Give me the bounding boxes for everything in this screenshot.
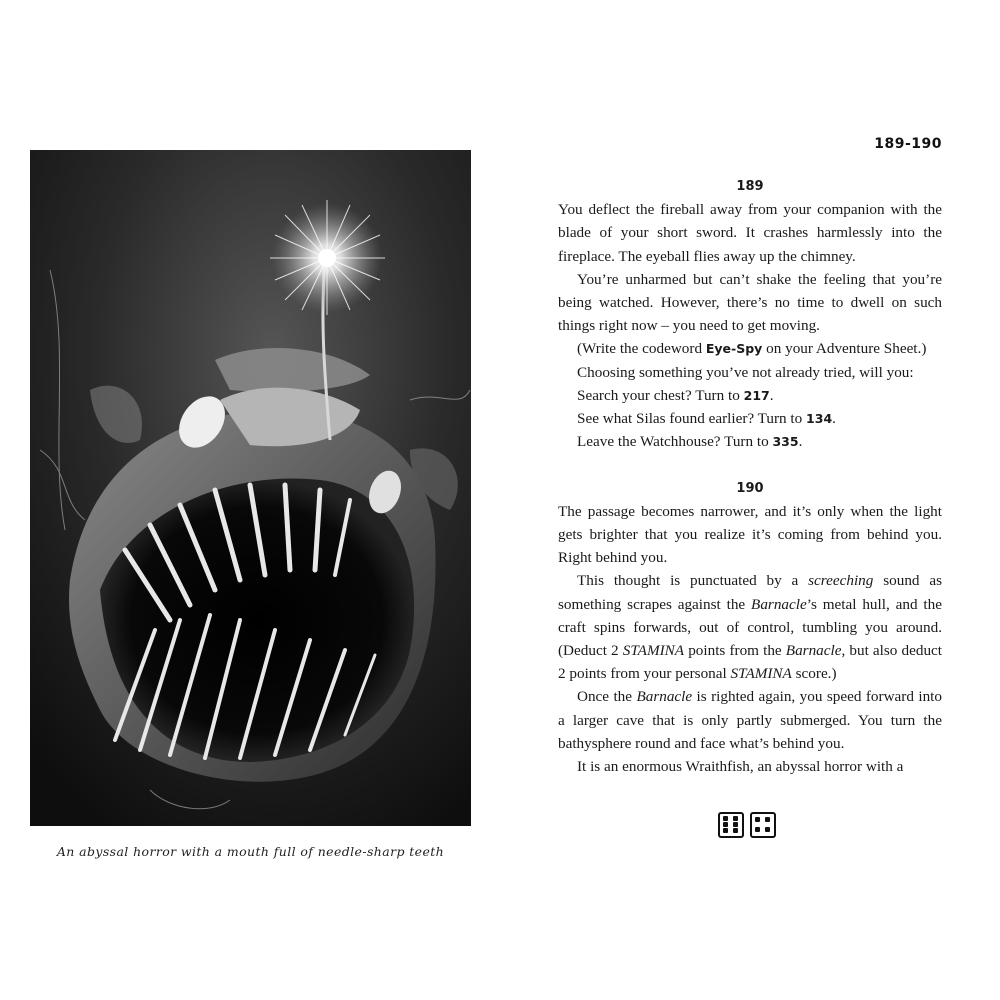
die-2-pip-4 [765, 827, 770, 832]
anglerfish-illustration [30, 150, 471, 826]
section-number-190: 190 [736, 480, 764, 496]
die-1-pip-1 [723, 816, 728, 821]
section-189-prompt: Choosing something you’ve not already tried, will you: [577, 363, 914, 381]
choice-3-target[interactable]: 335 [772, 434, 799, 450]
choice-2[interactable]: See what Silas found earlier? Turn to 134. [577, 410, 836, 428]
lure-core [318, 249, 336, 267]
die-1-pip-3 [723, 822, 728, 827]
choice-3[interactable]: Leave the Watchhouse? Turn to 335. [577, 433, 803, 451]
die-2-pip-2 [765, 817, 770, 822]
choice-1-target[interactable]: 217 [743, 387, 770, 403]
codeword: Eye-Spy [705, 341, 763, 357]
section-190-paragraph-2: This thought is punctuated by a screeching sound as something scrapes against the Barnacle’s metal hull, and the craft spins forwards, out of control, tumbling you around. (Deduct 2 STAMINA points from the Barnacle, but also deduct 2 points from your personal STAMINA score.) [558, 572, 942, 683]
section-189-paragraph-1: You deflect the fireball away from your companion with the blade of your short sword. It crashes harmlessly into the fireplace. The eyeball flies away up the chimney. [558, 201, 942, 265]
text-column [558, 175, 942, 778]
die-1-pip-5 [723, 828, 728, 833]
dice-pair [718, 812, 776, 838]
section-190-paragraph-3: Once the Barnacle is righted again, you speed forward into a larger cave that is only partly submerged. You turn the bathysphere round and face what’s behind you. [558, 688, 942, 752]
die-2 [750, 812, 776, 838]
section-189-codeword-note: (Write the codeword Eye-Spy on your Adventure Sheet.) [577, 340, 927, 358]
die-1-pip-4 [733, 822, 738, 827]
illustration-caption: An abyssal horror with a mouth full of needle-sharp teeth [56, 844, 445, 859]
die-2-pip-3 [755, 827, 760, 832]
choice-2-target[interactable]: 134 [806, 411, 833, 427]
choice-1[interactable]: Search your chest? Turn to 217. [577, 386, 774, 404]
section-190-paragraph-4: It is an enormous Wraithfish, an abyssal horror with a [577, 758, 904, 776]
die-2-pip-1 [755, 817, 760, 822]
die-1-pip-2 [733, 816, 738, 821]
die-1 [718, 812, 744, 838]
die-1-pip-6 [733, 828, 738, 833]
section-190-paragraph-1: The passage becomes narrower, and it’s only when the light gets brighter that you realize it’s coming from behind you. Right behind you. [558, 502, 942, 567]
section-189-paragraph-2: You’re unharmed but can’t shake the feeling that you’re being watched. However, there’s no time to dwell on such things right now – you need to get moving. [558, 270, 942, 335]
page-range-header: 189-190 [874, 136, 942, 152]
section-number-189: 189 [736, 179, 764, 194]
